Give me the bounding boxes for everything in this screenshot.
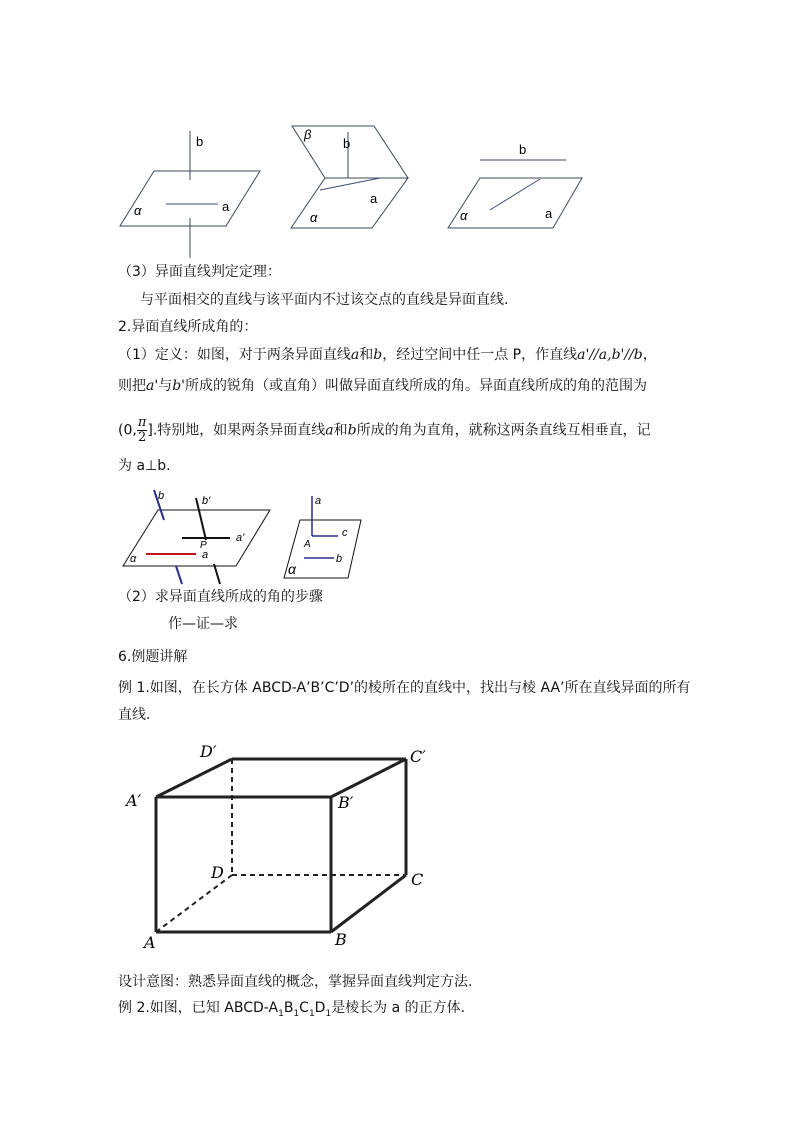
label-alpha: α xyxy=(134,203,142,218)
theorem-heading: （3）异面直线判定定理： xyxy=(118,264,281,280)
label-b: b xyxy=(158,490,165,502)
skew-angle-figure xyxy=(118,484,368,588)
label-b: b xyxy=(519,142,527,157)
skew-lines-figure-row xyxy=(110,118,590,263)
label-a: a xyxy=(202,549,209,561)
steps-heading: （2）求异面直线所成的角的步骤 xyxy=(118,589,323,605)
label-a: a xyxy=(370,191,378,206)
definition-line-2: 则把a'与b'所成的锐角（或直角）叫做异面直线所成的角。异面直线所成的角的范围为 xyxy=(118,378,648,394)
label-D: D xyxy=(211,863,224,882)
design-intent: 设计意图：熟悉异面直线的概念，掌握异面直线判定方法. xyxy=(118,974,473,990)
cuboid-hidden-edges xyxy=(156,759,406,932)
label-A: A xyxy=(144,933,156,952)
cuboid-figure xyxy=(120,735,440,955)
skew-angle-diagram-right xyxy=(284,495,361,578)
label-b: b xyxy=(196,134,204,149)
label-alpha: α xyxy=(310,210,318,225)
plane-diagram-middle xyxy=(291,126,408,228)
label-B-prime: B′ xyxy=(338,793,354,812)
definition-line-1: （1）定义：如图，对于两条异面直线a和b，经过空间中任一点 P，作直线a'//a,b'//b， xyxy=(118,347,657,363)
plane-diagram-left xyxy=(120,131,260,258)
example-heading: 6.例题讲解 xyxy=(118,649,188,665)
steps-body: 作—证—求 xyxy=(168,616,238,632)
label-b-prime: b' xyxy=(202,495,211,507)
label-B: B xyxy=(335,930,347,949)
label-alpha: α xyxy=(288,561,296,577)
theorem-body: 与平面相交的直线与该平面内不过该交点的直线是异面直线. xyxy=(140,292,509,308)
label-b: b xyxy=(336,553,343,565)
label-a: a xyxy=(222,199,230,214)
label-alpha: α xyxy=(460,208,468,223)
label-a-prime: a' xyxy=(236,532,245,544)
example-1-line-2: 直线. xyxy=(118,707,151,723)
label-A: A xyxy=(304,539,311,550)
label-b: b xyxy=(343,136,351,151)
label-c: c xyxy=(342,527,348,539)
cuboid-edges xyxy=(156,759,406,932)
plane-diagram-right xyxy=(448,142,582,228)
label-A-prime: A′ xyxy=(126,791,142,810)
skew-angle-diagram-left xyxy=(123,490,270,584)
label-a: a xyxy=(315,495,322,507)
label-P: P xyxy=(200,540,207,551)
definition-line-3: (0, $\frac{\pi}{2}$ ].特别地，如果两条异面直线a和b所成的角为直角，就称这两条直线互相垂直，记 xyxy=(118,415,651,445)
label-beta: β xyxy=(304,127,312,142)
label-C-prime: C′ xyxy=(410,747,426,766)
example-1-line-1: 例 1.如图，在长方体 ABCD-A’B’C’D’的棱所在的直线中，找出与棱 AA’所在直线异面的所有 xyxy=(118,680,691,696)
label-a: a xyxy=(545,206,553,221)
pi-over-2-fraction: $\frac{\pi}{2}$ xyxy=(137,415,147,445)
label-C: C xyxy=(411,870,424,889)
label-D-prime: D′ xyxy=(200,742,217,761)
label-alpha: α xyxy=(130,553,137,565)
definition-line-4: 为 a⊥b. xyxy=(118,458,171,474)
angle-section-heading: 2.异面直线所成角的： xyxy=(118,319,258,335)
example-2: 例 2.如图，已知 ABCD-$A_1B_1C_1D_1$是棱长为 a 的正方体. xyxy=(118,1000,466,1019)
